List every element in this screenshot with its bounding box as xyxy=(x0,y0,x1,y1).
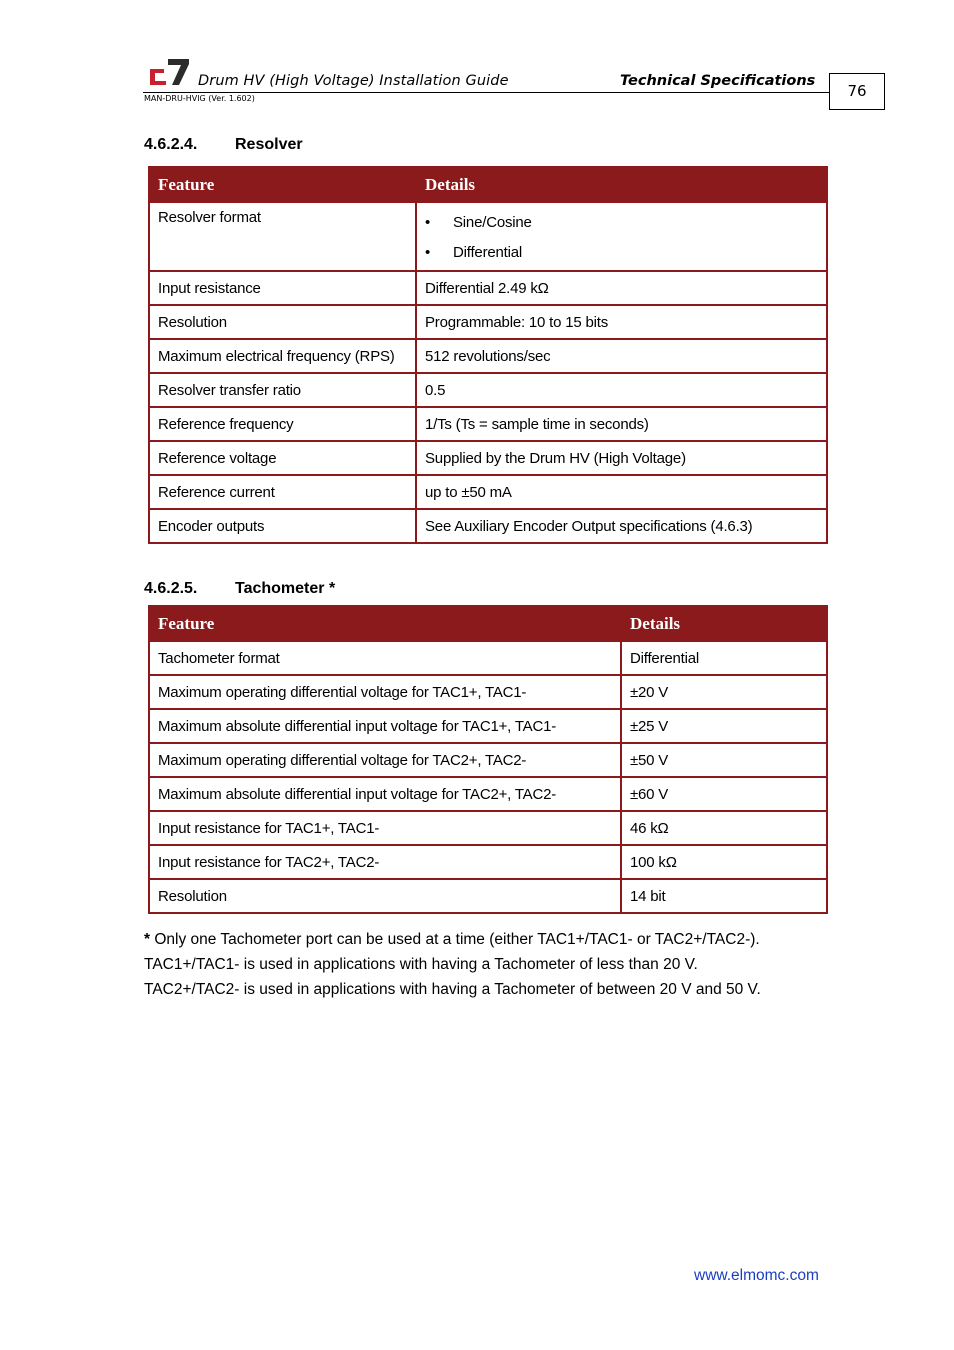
feature-cell: Input resistance for TAC2+, TAC2- xyxy=(149,845,621,879)
details-cell: Differential xyxy=(621,641,827,675)
resolver-table xyxy=(148,166,828,544)
feature-cell: Resolver transfer ratio xyxy=(149,373,416,407)
details-cell: Differential 2.49 kΩ xyxy=(416,271,827,305)
feature-cell: Encoder outputs xyxy=(149,509,416,543)
details-cell: ±50 V xyxy=(621,743,827,777)
table-row xyxy=(149,641,827,675)
tachometer-heading xyxy=(144,580,335,598)
feature-cell: Input resistance xyxy=(149,271,416,305)
feature-cell: Resolution xyxy=(149,879,621,913)
column-header-feature: Feature xyxy=(149,606,621,641)
details-cell: ±20 V xyxy=(621,675,827,709)
list-item: • Differential xyxy=(425,238,818,268)
column-header-details: Details xyxy=(621,606,827,641)
page-number: 76 xyxy=(829,73,885,110)
document-title: Drum HV (High Voltage) Installation Guide xyxy=(198,73,509,89)
details-cell: 46 kΩ xyxy=(621,811,827,845)
details-cell: Programmable: 10 to 15 bits xyxy=(416,305,827,339)
table-row xyxy=(149,441,827,475)
table-row xyxy=(149,407,827,441)
table-row xyxy=(149,709,827,743)
tachometer-note xyxy=(144,931,760,949)
heading-number: 4.6.2.4. xyxy=(144,136,198,153)
table-row xyxy=(149,373,827,407)
tachometer-note: TAC2+/TAC2- is used in applications with having a Tachometer of between 20 V and 50 V. xyxy=(144,981,761,998)
details-cell: 0.5 xyxy=(416,373,827,407)
column-header-details: Details xyxy=(416,167,827,202)
heading-number: 4.6.2.5. xyxy=(144,580,198,597)
feature-cell: Maximum absolute differential input voltage for TAC2+, TAC2- xyxy=(149,777,621,811)
note-asterisk: * xyxy=(144,931,151,948)
feature-cell: Maximum electrical frequency (RPS) xyxy=(149,339,416,373)
tachometer-table xyxy=(148,605,828,914)
table-row xyxy=(149,743,827,777)
format-list xyxy=(425,208,818,268)
feature-cell: Maximum operating differential voltage for TAC2+, TAC2- xyxy=(149,743,621,777)
list-item: • Sine/Cosine xyxy=(425,208,818,238)
table-row xyxy=(149,305,827,339)
heading-title: Tachometer * xyxy=(235,580,336,597)
details-cell: 512 revolutions/sec xyxy=(416,339,827,373)
table-row xyxy=(149,879,827,913)
feature-cell: Resolver format xyxy=(149,202,416,271)
details-cell: up to ±50 mA xyxy=(416,475,827,509)
table-row xyxy=(149,845,827,879)
feature-cell: Input resistance for TAC1+, TAC1- xyxy=(149,811,621,845)
table-row xyxy=(149,339,827,373)
column-header-feature: Feature xyxy=(149,167,416,202)
table-header-row xyxy=(149,167,827,202)
feature-cell: Maximum absolute differential input voltage for TAC1+, TAC1- xyxy=(149,709,621,743)
table-row xyxy=(149,777,827,811)
details-cell: Supplied by the Drum HV (High Voltage) xyxy=(416,441,827,475)
resolver-heading xyxy=(144,136,303,154)
details-cell: 1/Ts (Ts = sample time in seconds) xyxy=(416,407,827,441)
elmo-logo-icon xyxy=(148,57,190,87)
feature-cell: Reference current xyxy=(149,475,416,509)
details-cell: See Auxiliary Encoder Output specifications (4.6.3) xyxy=(416,509,827,543)
table-row xyxy=(149,509,827,543)
note-text: Only one Tachometer port can be used at a time (either TAC1+/TAC1- or TAC2+/TAC2-). xyxy=(150,931,760,948)
details-cell: 14 bit xyxy=(621,879,827,913)
table-row xyxy=(149,675,827,709)
section-title: Technical Specifications xyxy=(620,73,816,89)
details-cell: ±25 V xyxy=(621,709,827,743)
table-row xyxy=(149,202,827,271)
feature-cell: Reference voltage xyxy=(149,441,416,475)
header-rule xyxy=(143,92,829,93)
heading-title: Resolver xyxy=(235,136,303,153)
feature-cell: Maximum operating differential voltage for TAC1+, TAC1- xyxy=(149,675,621,709)
table-header-row xyxy=(149,606,827,641)
details-cell: ±60 V xyxy=(621,777,827,811)
details-cell: 100 kΩ xyxy=(621,845,827,879)
table-row xyxy=(149,271,827,305)
feature-cell: Tachometer format xyxy=(149,641,621,675)
table-row xyxy=(149,475,827,509)
website-link[interactable]: www.elmomc.com xyxy=(694,1267,819,1284)
feature-cell: Resolution xyxy=(149,305,416,339)
table-row xyxy=(149,811,827,845)
tachometer-note: TAC1+/TAC1- is used in applications with having a Tachometer of less than 20 V. xyxy=(144,956,698,973)
document-code: MAN-DRU-HVIG (Ver. 1.602) xyxy=(144,94,255,103)
feature-cell: Reference frequency xyxy=(149,407,416,441)
details-cell xyxy=(416,202,827,271)
